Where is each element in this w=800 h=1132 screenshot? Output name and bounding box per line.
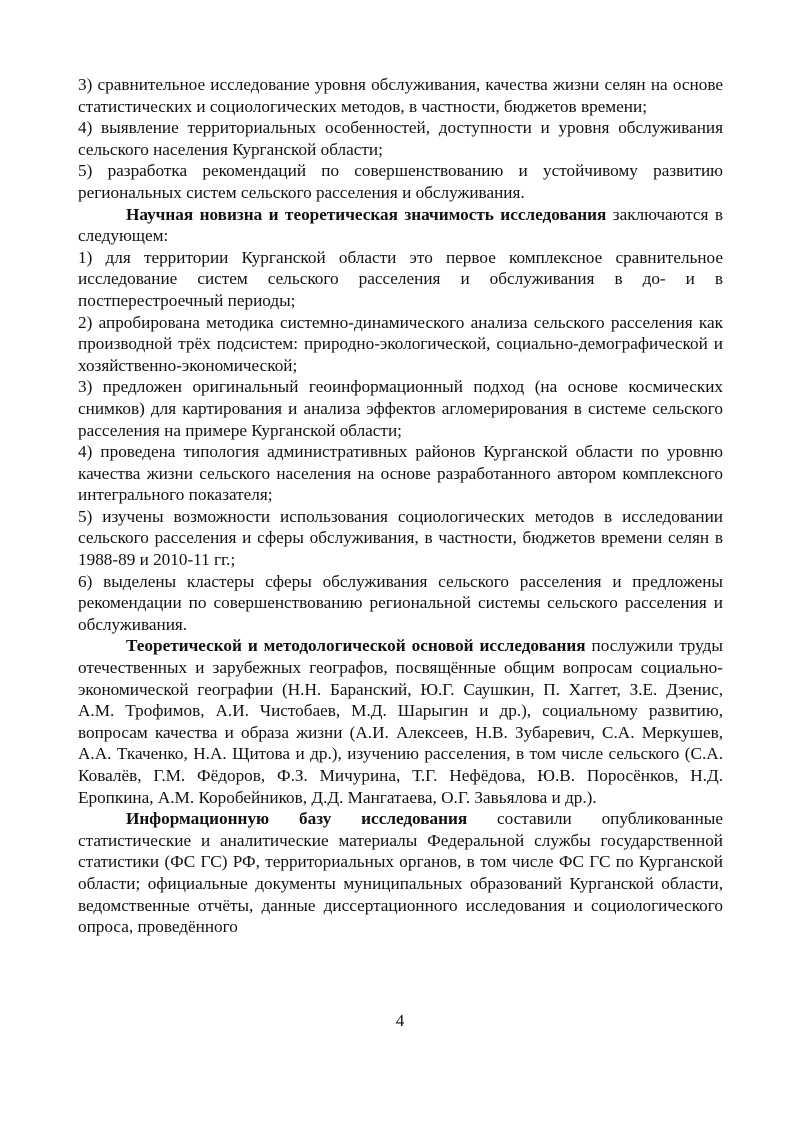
list-item: 2) апробирована методика системно-динамического анализа сельского расселения как производной трёх подсистем: природно-экологической, социально-демографической и хозяйственно-экономической; bbox=[78, 312, 723, 375]
list-item: 3) сравнительное исследование уровня обслуживания, качества жизни селян на основе статистических и социологических методов, в частности, бюджетов времени; bbox=[78, 75, 723, 116]
infobase-heading: Информационную базу исследования bbox=[126, 809, 468, 829]
list-item: 6) выделены кластеры сферы обслуживания сельского расселения и предложены рекомендации по совершенствованию региональной системы сельского расселения и обслуживания. bbox=[78, 571, 723, 634]
theory-paragraph bbox=[78, 635, 723, 808]
list-item: 4) проведена типология административных районов Курганской области по уровню качества жизни сельского населения на основе разработанного автором комплексного интегрального показателя; bbox=[78, 442, 723, 505]
infobase-text: составили опубликованные статистические и аналитические материалы Федеральной службы государственной статистики (ФС ГС) РФ, территориальных органов, в том числе ФС ГС по Курганской области; официальные документы муниципальных образований Курганской области, ведомственные отчёты, данные диссертационного исследования и социологического опроса, проведённого bbox=[78, 809, 723, 937]
list-item: 5) изучены возможности использования социологических методов в исследовании сельского расселения и сферы обслуживания, в частности, бюджетов времени селян в 1988-89 и 2010-11 гг.; bbox=[78, 506, 723, 570]
novelty-intro: заключаются в следующем: bbox=[78, 204, 723, 246]
list-item: 1) для территории Курганской области это первое комплексное сравнительное исследование систем сельского расселения и обслуживания в до- и в постперестроечный периоды; bbox=[78, 247, 723, 310]
list-item: 3) предложен оригинальный геоинформационный подход (на основе космических снимков) для картирования и анализа эффектов агломерирования в системе сельского расселения на примере Курганской области; bbox=[78, 377, 723, 440]
list-item: 5) разработка рекомендаций по совершенствованию и устойчивому развитию региональных систем сельского расселения и обслуживания. bbox=[78, 161, 723, 202]
page-number: 4 bbox=[395, 1011, 405, 1030]
list-item: 4) выявление территориальных особенностей, доступности и уровня обслуживания сельского населения Курганской области; bbox=[78, 118, 723, 159]
novelty-paragraph bbox=[78, 204, 723, 247]
novelty-heading: Научная новизна и теоретическая значимость исследования bbox=[126, 204, 607, 224]
theory-heading: Теоретической и методологической основой исследования bbox=[126, 636, 586, 656]
theory-text: послужили труды отечественных и зарубежных географов, посвящённые общим вопросам социально-экономической географии (Н.Н. Баранский, Ю.Г. Саушкин, П. Хаггет, З.Е. Дзенис, А.М. Трофимов, А.И. Чистобаев, М.Д. Шарыгин и др.), социальному развитию, вопросам качества и образа жизни (А.И. Алексеев, Н.В. Зубаревич, С.А. Меркушев, А.А. Ткаченко, Н.А. Щитова и др.), изучению расселения, в том числе сельского (С.А. Ковалёв, Г.М. Фёдоров, Ф.З. Мичурина, Т.Г. Нефёдова, Ю.В. Поросёнков, Н.Д. Еропкина, А.М. Коробейников, Д.Д. Мангатаева, О.Г. Завьялова и др.). bbox=[78, 636, 723, 807]
document-page bbox=[78, 74, 723, 938]
infobase-paragraph bbox=[78, 808, 723, 938]
